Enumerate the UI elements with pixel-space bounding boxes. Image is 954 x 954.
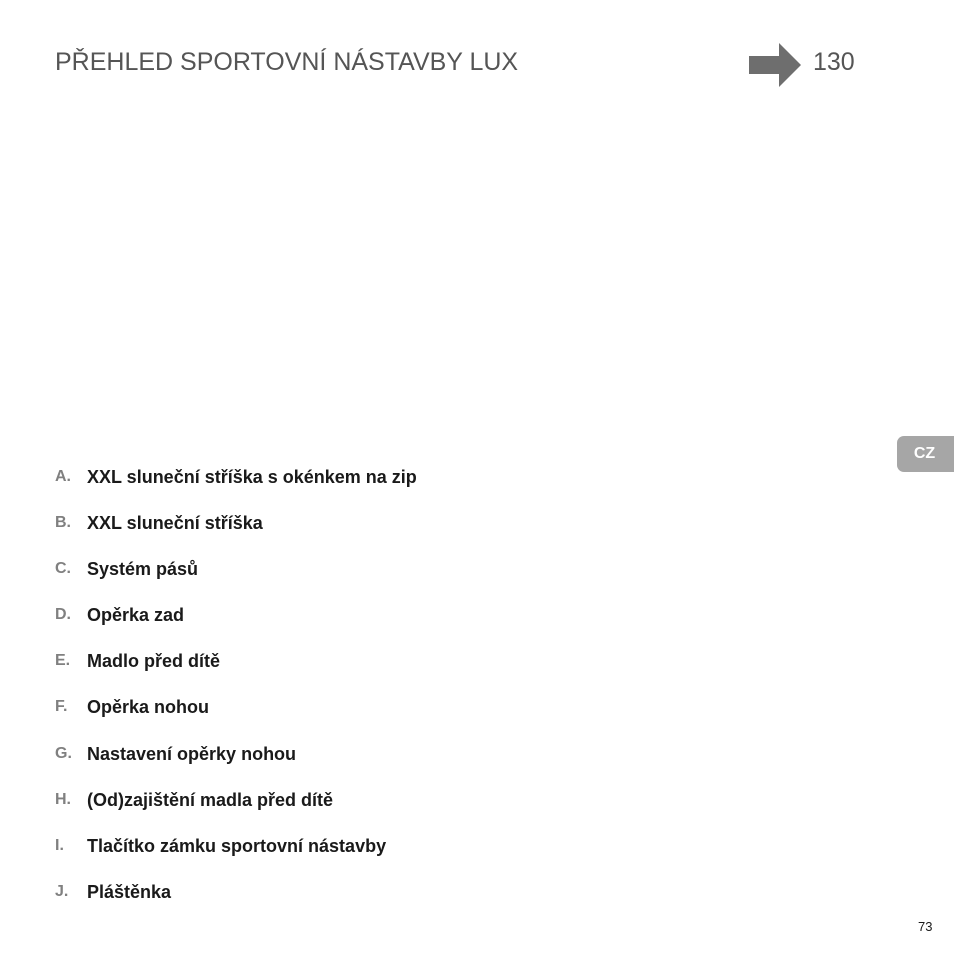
list-item [55,788,417,834]
parts-list [55,465,417,926]
part-letter: A. [55,468,71,485]
page-number: 73 [918,919,933,934]
list-item [55,557,417,603]
list-item [55,695,417,741]
part-label: Opěrka zad [87,605,185,626]
part-label: Nastavení opěrky nohou [87,743,297,764]
list-item [55,742,417,788]
part-label: Systém pásů [87,559,199,580]
part-letter: G. [55,744,72,762]
part-letter: D. [55,606,71,624]
right-arrow-icon [749,43,801,87]
part-label: XXL sluneční stříška [87,513,263,534]
part-label: (Od)zajištění madla před dítě [87,789,334,810]
part-label: Opěrka nohou [87,697,210,718]
part-letter: J. [55,882,69,900]
part-letter: C. [55,560,71,578]
page-title: PŘEHLED SPORTOVNÍ NÁSTAVBY LUX [55,48,519,76]
list-item [55,834,417,880]
list-item [55,880,417,926]
part-label: Tlačítko zámku sportovní nástavby [87,835,387,856]
reference-page-number: 130 [813,48,855,76]
part-label: Madlo před dítě [87,651,221,672]
part-letter: F. [55,698,68,716]
language-tab: CZ [897,436,954,472]
part-letter: H. [55,790,71,808]
list-item [55,511,417,557]
list-item [55,465,417,511]
list-item [55,649,417,695]
list-item [55,603,417,649]
part-label: Pláštěnka [87,881,172,902]
part-letter: E. [55,652,71,670]
part-label: XXL sluneční stříška s okénkem na zip [87,467,417,487]
part-letter: I. [55,836,64,854]
part-letter: B. [55,514,71,532]
